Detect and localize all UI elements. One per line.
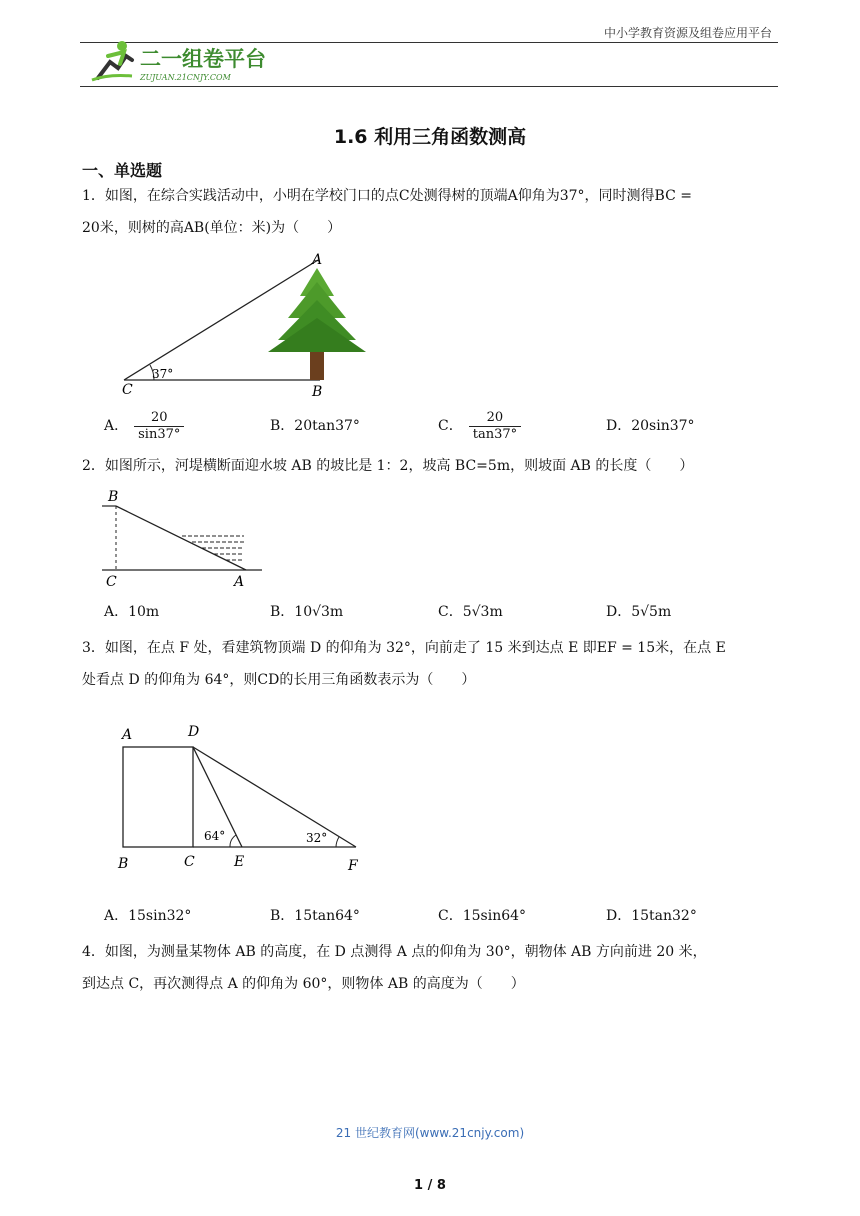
header-rule-bottom xyxy=(80,86,778,87)
svg-text:B: B xyxy=(118,856,129,872)
question-3-option-b: B．15tan64° xyxy=(270,908,360,924)
question-2-option-c: C．5√3m xyxy=(438,604,503,620)
svg-text:B: B xyxy=(312,384,323,400)
svg-text:B: B xyxy=(108,489,119,505)
question-3-option-a: A．15sin32° xyxy=(104,908,192,924)
question-3-option-d: D．15tan32° xyxy=(606,908,697,924)
question-1-line-2: 20米，则树的高AB(单位：米)为（ ） xyxy=(82,220,342,236)
question-3-option-c: C．15sin64° xyxy=(438,908,527,924)
svg-text:A: A xyxy=(312,252,323,268)
question-3-figure xyxy=(110,718,370,876)
logo xyxy=(88,38,278,84)
question-2-line-1: 2．如图所示，河堤横断面迎水坡 AB 的坡比是 1：2，坡高 BC=5m，则坡面 AB 的长度（ ） xyxy=(82,458,694,474)
question-1-option-b: B．20tan37° xyxy=(270,418,360,434)
question-2-option-a: A．10m xyxy=(104,604,160,620)
svg-text:C: C xyxy=(106,574,117,590)
question-2-figure xyxy=(96,486,266,592)
svg-text:C: C xyxy=(184,854,195,870)
question-3-line-1: 3．如图，在点 F 处，看建筑物顶端 D 的仰角为 32°，向前走了 15 米到达点 E 即EF = 15米，在点 E xyxy=(82,640,726,656)
question-2-option-b: B．10√3m xyxy=(270,604,344,620)
logo-icon xyxy=(88,38,278,84)
question-4-line-1: 4．如图，为测量某物体 AB 的高度，在 D 点测得 A 点的仰角为 30°，朝物体 AB 方向前进 20 米， xyxy=(82,944,707,960)
svg-text:D: D xyxy=(188,724,200,740)
svg-text:E: E xyxy=(234,854,245,870)
svg-text:ZUJUAN.21CNJY.COM: ZUJUAN.21CNJY.COM xyxy=(140,73,231,82)
question-1-option-d: D．20sin37° xyxy=(606,418,695,434)
svg-text:C: C xyxy=(122,382,133,398)
question-3-line-2: 处看点 D 的仰角为 64°，则CD的长用三角函数表示为（ ） xyxy=(82,672,476,688)
svg-text:A: A xyxy=(234,574,245,590)
platform-name: 中小学教育资源及组卷应用平台 xyxy=(603,26,772,40)
svg-text:F: F xyxy=(348,858,358,874)
svg-text:32°: 32° xyxy=(306,831,328,845)
svg-text:37°: 37° xyxy=(152,367,174,381)
tree-icon xyxy=(268,268,366,380)
section-heading: 一、单选题 xyxy=(82,161,163,180)
svg-text:64°: 64° xyxy=(204,829,226,843)
page-title: 1.6 利用三角函数测高 xyxy=(333,126,527,148)
page-number: 1 / 8 xyxy=(414,1178,446,1193)
question-1-line-1: 1．如图，在综合实践活动中，小明在学校门口的点C处测得树的顶端A仰角为37°，同时测得BC = xyxy=(82,188,692,204)
question-1-option-a: A． $\frac{20}{\sin 37^\circ}$ xyxy=(104,408,184,444)
question-4-line-2: 到达点 C，再次测得点 A 的仰角为 60°，则物体 AB 的高度为（ ） xyxy=(82,976,525,992)
question-2-option-d: D．5√5m xyxy=(606,604,672,620)
question-1-figure xyxy=(110,248,380,400)
svg-text:A: A xyxy=(122,727,133,743)
svg-text:二一组卷平台: 二一组卷平台 xyxy=(140,46,266,71)
footer-link[interactable]: 21 世纪教育网(www.21cnjy.com) xyxy=(335,1126,525,1140)
question-1-option-c: C． $\frac{20}{\tan 37^\circ}$ xyxy=(438,408,521,444)
